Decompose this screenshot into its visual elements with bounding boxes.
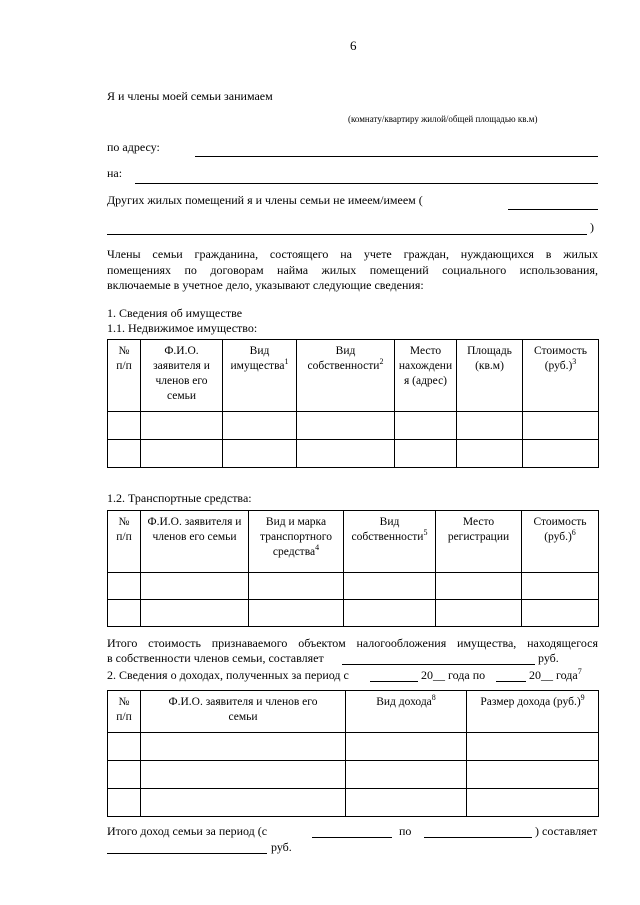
footnote-marker: 8 <box>431 693 436 703</box>
table-row <box>108 733 599 761</box>
paragraph-line-2: помещениях по договорам найма жилых помещений социального использования, <box>107 263 598 277</box>
footnote-marker: 5 <box>423 528 428 538</box>
table-cell[interactable] <box>344 573 436 600</box>
table-cell[interactable] <box>297 440 395 468</box>
occupy-hint: (комнату/квартиру жилой/общей площадью кв.м) <box>348 114 538 124</box>
table-cell[interactable] <box>522 573 599 600</box>
footnote-marker: 3 <box>572 357 577 367</box>
period-end-blank[interactable] <box>496 681 526 682</box>
header-line: нахождени <box>398 360 453 372</box>
header-line: № <box>118 696 130 708</box>
table-cell[interactable] <box>457 412 523 440</box>
table-cell[interactable] <box>141 789 346 817</box>
other-housing-blank-2[interactable] <box>107 234 587 235</box>
header-line: Вид <box>249 345 270 357</box>
table-cell[interactable] <box>108 412 141 440</box>
header-cell <box>249 511 344 573</box>
header-line: Вид дохода$^8$ <box>376 693 436 708</box>
paragraph-line-1: Члены семьи гражданина, состоящего на учете граждан, нуждающихся в жилых <box>107 247 598 261</box>
vehicles-header-row <box>108 511 599 573</box>
other-housing-text: Других жилых помещений я и члены семьи не имеем/имеем ( <box>107 193 423 207</box>
table-cell[interactable] <box>457 440 523 468</box>
header-cell <box>457 340 523 412</box>
header-cell <box>436 511 522 573</box>
address-blank[interactable] <box>195 156 598 157</box>
table-cell[interactable] <box>141 733 346 761</box>
vehicles-total-currency: руб. <box>538 651 559 665</box>
header-line: Ф.И.О. заявителя и членов его <box>168 696 318 708</box>
header-cell <box>108 511 141 573</box>
header-cell <box>467 691 599 733</box>
header-cell <box>522 511 599 573</box>
table-cell[interactable] <box>344 600 436 627</box>
period-start-blank[interactable] <box>370 681 418 682</box>
income-header-row <box>108 691 599 733</box>
income-total-b: по <box>399 824 412 838</box>
table-cell[interactable] <box>223 440 297 468</box>
header-cell <box>523 340 599 412</box>
header-line: собственности$^2$ <box>307 357 384 372</box>
table-cell[interactable] <box>108 789 141 817</box>
table-cell[interactable] <box>395 440 457 468</box>
income-table <box>107 690 599 817</box>
table-cell[interactable] <box>108 440 141 468</box>
table-cell[interactable] <box>467 761 599 789</box>
table-cell[interactable] <box>249 600 344 627</box>
table-cell[interactable] <box>346 761 467 789</box>
header-cell <box>297 340 395 412</box>
header-line: Ф.И.О. <box>164 345 199 357</box>
table-cell[interactable] <box>108 573 141 600</box>
real-estate-header-row <box>108 340 599 412</box>
header-cell <box>108 691 141 733</box>
header-cell <box>395 340 457 412</box>
header-line: Вид <box>335 345 356 357</box>
section1-title: 1. Сведения об имуществе <box>107 306 243 320</box>
section12-title: 1.2. Транспортные средства: <box>107 491 252 505</box>
header-line: семьи <box>166 390 197 402</box>
vehicles-total-blank[interactable] <box>342 664 535 665</box>
address-label: по адресу: <box>107 140 160 154</box>
header-cell <box>223 340 297 412</box>
table-cell[interactable] <box>346 733 467 761</box>
header-line: семьи <box>228 711 258 723</box>
income-period-start-blank[interactable] <box>312 837 392 838</box>
table-cell[interactable] <box>108 600 141 627</box>
header-line: Место <box>409 345 442 357</box>
occupy-text: Я и члены моей семьи занимаем <box>107 89 273 103</box>
table-cell[interactable] <box>436 600 522 627</box>
section2-title-c: 20__ года$^7$ <box>529 667 582 682</box>
table-cell[interactable] <box>141 573 249 600</box>
table-cell[interactable] <box>467 789 599 817</box>
table-cell[interactable] <box>297 412 395 440</box>
footnote-marker: 9 <box>580 693 585 703</box>
table-cell[interactable] <box>346 789 467 817</box>
table-cell[interactable] <box>108 733 141 761</box>
header-line: имущества$^1$ <box>230 357 289 372</box>
footnote-marker: 1 <box>284 357 289 367</box>
table-cell[interactable] <box>108 761 141 789</box>
table-cell[interactable] <box>395 412 457 440</box>
table-cell[interactable] <box>523 412 599 440</box>
section1-subtitle: 1.1. Недвижимое имущество: <box>107 321 258 335</box>
header-cell <box>141 340 223 412</box>
table-row <box>108 600 599 627</box>
header-line: № <box>118 345 130 357</box>
header-cell <box>141 511 249 573</box>
footnote-marker: 2 <box>379 357 384 367</box>
section2-title-a: 2. Сведения о доходах, полученных за период с <box>107 668 349 682</box>
table-cell[interactable] <box>141 440 223 468</box>
income-total-currency: руб. <box>271 840 292 854</box>
header-line: членов его <box>155 375 208 387</box>
income-total-a: Итого доход семьи за период (с <box>107 824 268 838</box>
vehicles-table <box>107 510 599 627</box>
header-line: Размер дохода $(руб.)^9$ <box>480 693 585 708</box>
table-cell[interactable] <box>467 733 599 761</box>
on-label: на: <box>107 166 123 180</box>
header-line: Место <box>462 516 495 528</box>
table-cell[interactable] <box>523 440 599 468</box>
table-row <box>108 440 599 468</box>
income-total-blank[interactable] <box>107 853 267 854</box>
income-period-end-blank[interactable] <box>424 837 532 838</box>
header-line: п/п <box>116 360 132 372</box>
header-line: Вид и марка <box>265 516 327 528</box>
header-cell <box>344 511 436 573</box>
header-line: я (адрес) <box>403 375 448 387</box>
table-cell[interactable] <box>436 573 522 600</box>
header-line: Стоимость <box>534 345 587 357</box>
footnote-marker: 6 <box>571 528 576 538</box>
header-line: п/п <box>116 531 132 543</box>
header-line: Стоимость <box>533 516 587 528</box>
header-cell <box>108 340 141 412</box>
table-cell[interactable] <box>141 600 249 627</box>
real-estate-table <box>107 339 599 468</box>
header-cell <box>141 691 346 733</box>
header-line: Вид <box>379 516 400 528</box>
header-line: собственности$^5$ <box>351 528 428 543</box>
header-line: № <box>118 516 130 528</box>
section2-title-b: 20__ года по <box>421 668 486 682</box>
header-line: (кв.м) <box>475 360 504 372</box>
header-line: Площадь <box>467 345 512 357</box>
vehicles-total-line-2: в собственности членов семьи, составляет <box>107 651 324 665</box>
table-cell[interactable] <box>249 573 344 600</box>
header-line: средства$^4$ <box>272 543 320 558</box>
close-paren: ) <box>590 220 594 234</box>
paragraph-line-3: включаемые в учетное дело, указывают следующие сведения: <box>107 278 424 292</box>
income-total-c: ) составляет <box>535 824 598 838</box>
header-line: п/п <box>116 711 132 723</box>
vehicles-total-line-1: Итого стоимость признаваемого объектом налогообложения имущества, находящегося <box>107 636 598 650</box>
table-row <box>108 789 599 817</box>
header-line: $(руб.)^6$ <box>544 528 576 543</box>
footnote-marker: 4 <box>315 543 320 553</box>
table-row <box>108 412 599 440</box>
table-cell[interactable] <box>223 412 297 440</box>
table-row <box>108 761 599 789</box>
page-number: 6 <box>350 38 357 53</box>
table-cell[interactable] <box>141 761 346 789</box>
header-line: членов его семьи <box>152 531 237 543</box>
table-cell[interactable] <box>141 412 223 440</box>
table-row <box>108 573 599 600</box>
header-line: транспортного <box>260 531 332 543</box>
other-housing-blank-1[interactable] <box>508 209 598 210</box>
header-line: $(руб.)^3$ <box>544 357 577 372</box>
table-cell[interactable] <box>522 600 599 627</box>
header-line: Ф.И.О. заявителя и <box>147 516 242 528</box>
header-line: заявителя и <box>153 360 210 372</box>
on-blank[interactable] <box>135 183 598 184</box>
header-cell <box>346 691 467 733</box>
header-line: регистрации <box>447 531 510 543</box>
